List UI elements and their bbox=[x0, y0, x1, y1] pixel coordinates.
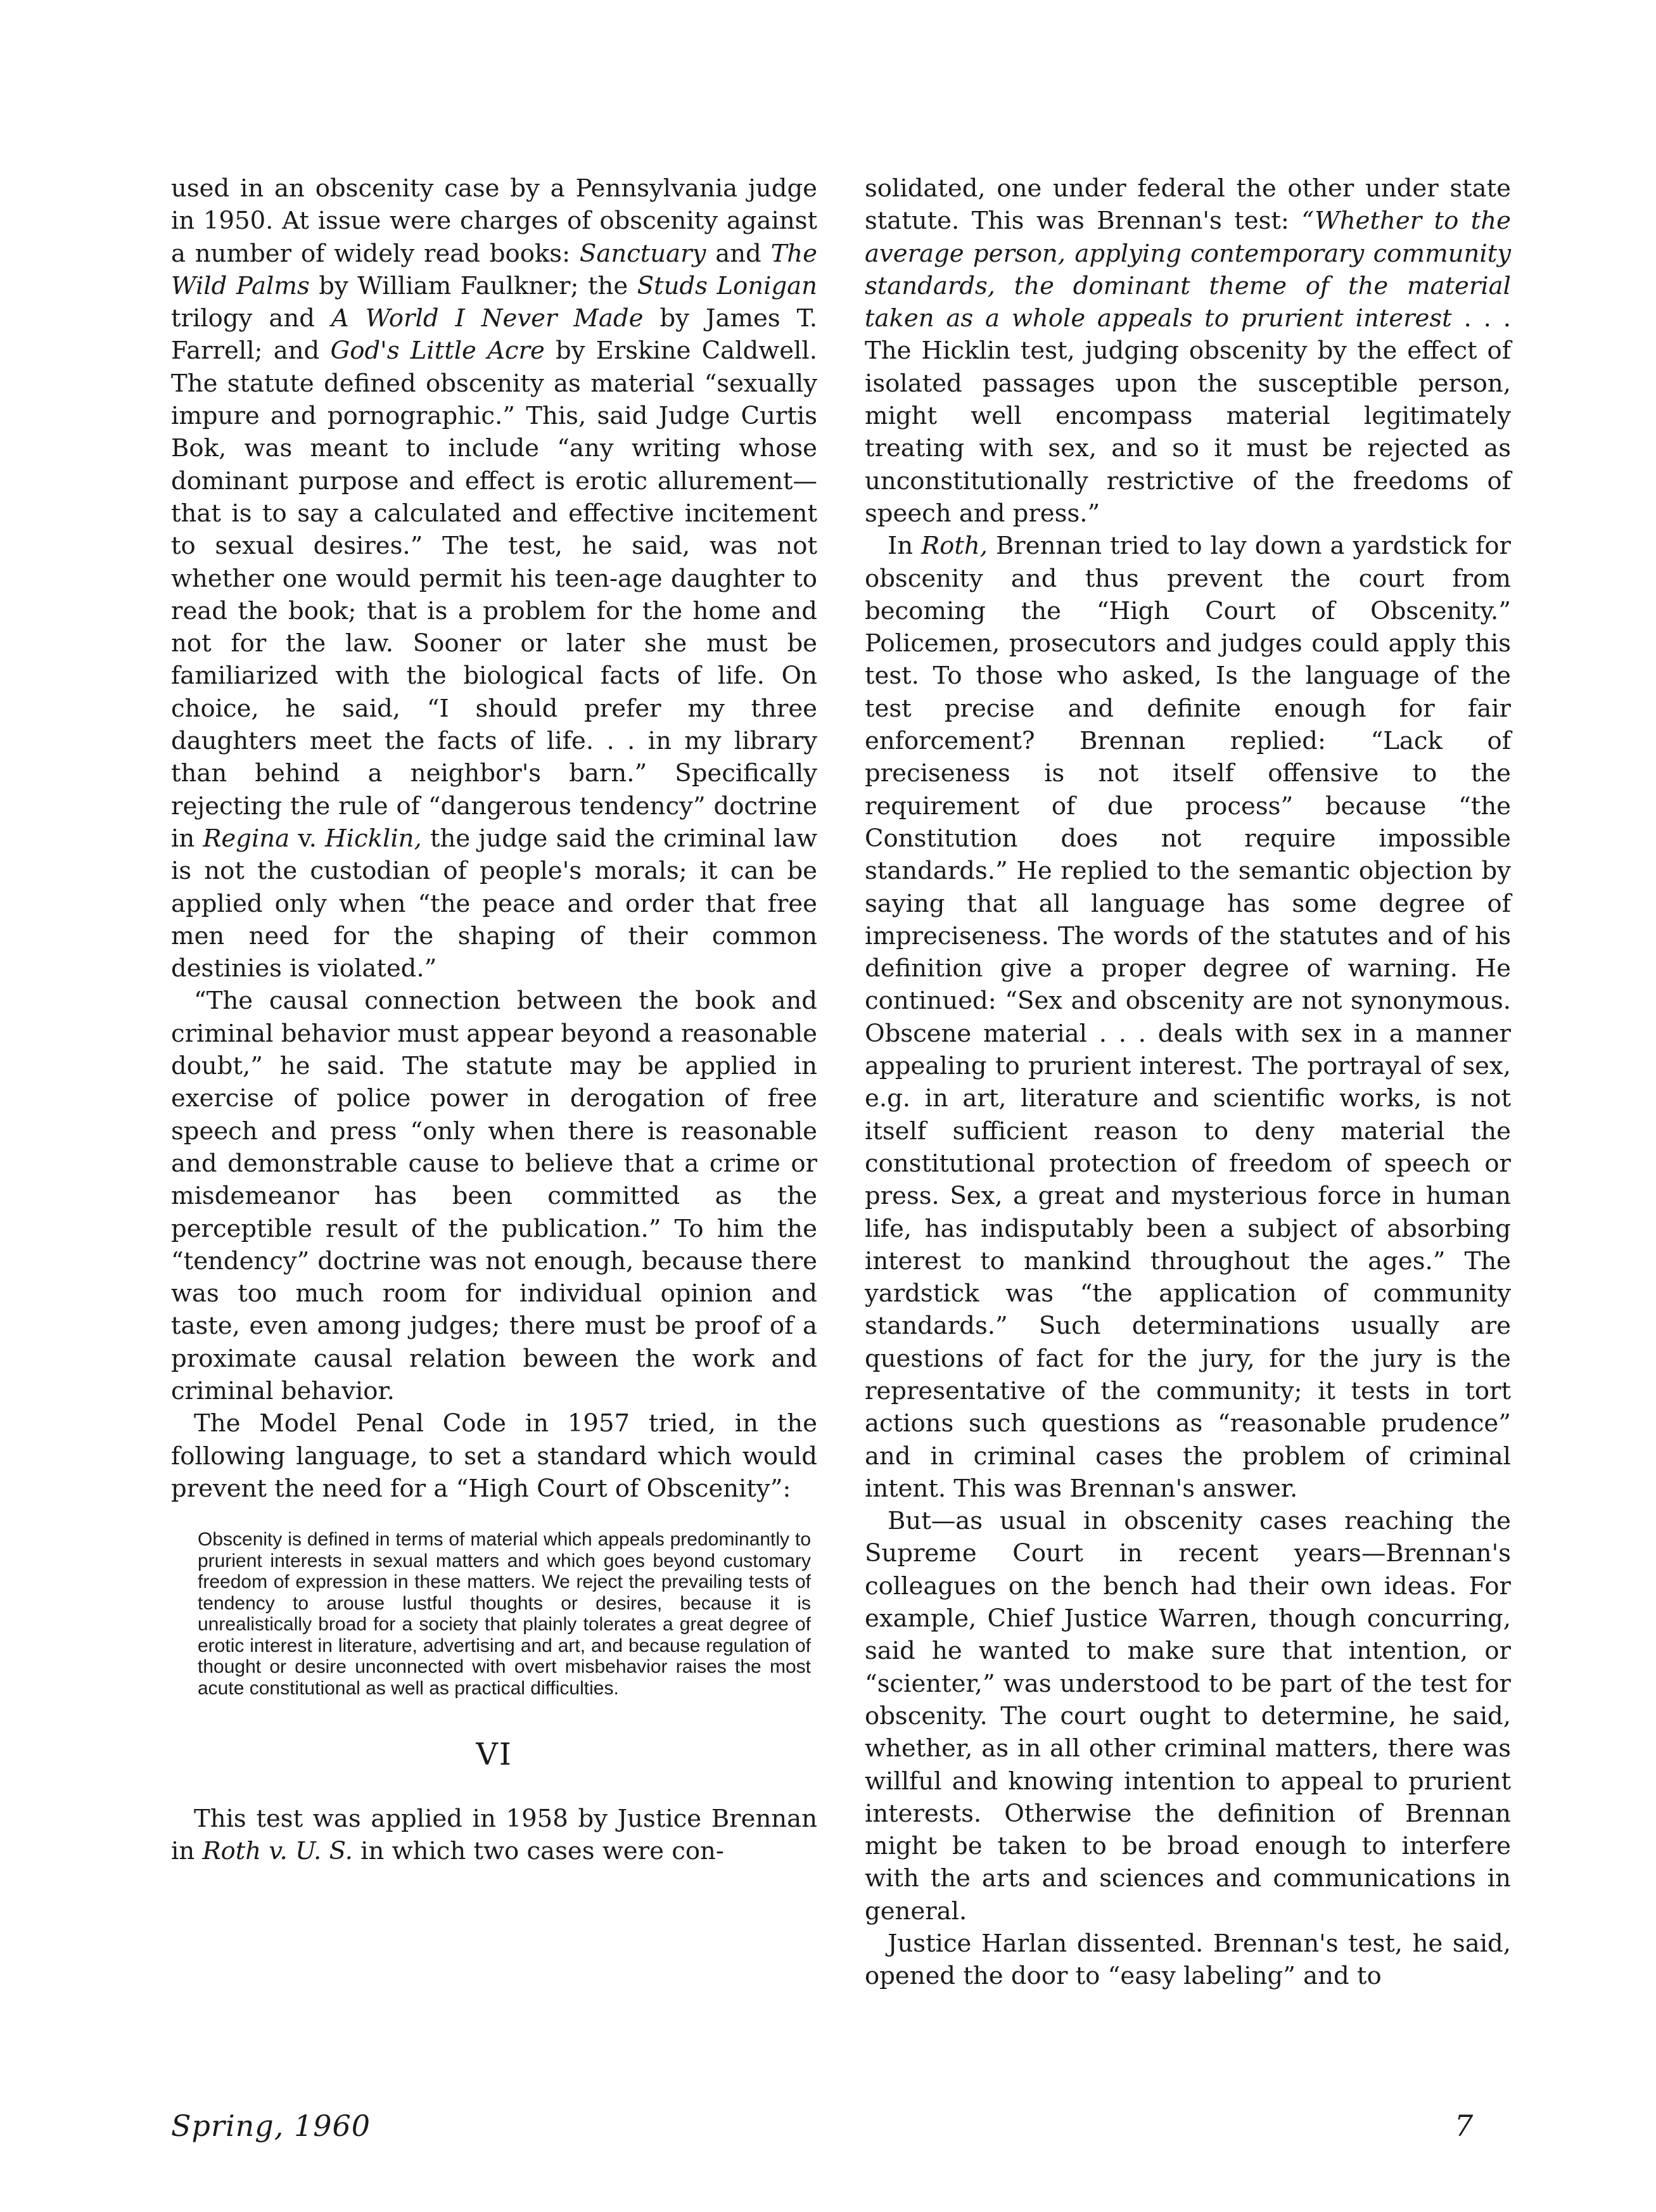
text-run: used in an obscenity case by a Pennsylvania judge in 1950. At issue were charges of obscenity against a number of widely read books: bbox=[171, 174, 817, 268]
left-paragraph-4 bbox=[171, 1803, 817, 1868]
text-run: But—as usual in obscenity cases reaching the Supreme Court in recent years—Brennan's colleagues on the bench had their own ideas. For example, Chief Justice Warren, though concurring, said he wanted to make sure that intention, or “scienter,” was understood to be part of the test for obscenity. The court ought to determine, he said, whether, as in all other criminal matters, there was willful and knowing intention to appeal to prurient interests. Otherwise the definition of Brennan might be taken to be broad enough to interfere with the arts and sciences and communications in general. bbox=[865, 1507, 1511, 1926]
left-column bbox=[171, 172, 817, 1868]
text-run: v. bbox=[290, 824, 326, 853]
text-run: by William Faulkner; the bbox=[309, 271, 637, 300]
left-paragraph-3 bbox=[171, 1407, 817, 1505]
section-heading: VI bbox=[476, 1737, 513, 1773]
text-run: In bbox=[888, 532, 922, 561]
text-run: “The causal connection between the book and criminal behavior must appear beyond a reasonable doubt,” he said. The statute may be applied in exercise of police power in derogation of free speech and press “only when there is reasonable and demonstrable cause to believe that a crime or misdemeanor has been committed as the perceptible result of the publication.” To him the “tendency” doctrine was not enough, because there was too much room for individual opinion and taste, even among judges; there must be proof of a proximate causal relation beween the work and criminal behavior. bbox=[171, 987, 817, 1405]
page-number: 7 bbox=[1455, 2109, 1474, 2143]
footer-issue-date: Spring, 1960 bbox=[171, 2109, 371, 2143]
text-run: and bbox=[706, 239, 771, 268]
italic-text-run: Sanctuary bbox=[579, 239, 706, 268]
text-run: The Model Penal Code in 1957 tried, in the following language, to set a standard which would prevent the need for a “High Court of Obscenity”: bbox=[171, 1409, 817, 1503]
left-paragraph-2 bbox=[171, 985, 817, 1407]
model-penal-code-quote: Obscenity is defined in terms of material which appeals predominantly to prurient interests in sexual matters and which goes beyond customary freedom of expression in these matters. We reject the prevailing tests of tendency to arouse lustful thoughts or desires, because it is unrealistically broad for a society that plainly tolerates a great degree of erotic interest in literature, advertising and art, and because regulation of thought or desire unconnected with overt misbehavior raises the most acute constitutional as well as practical difficulties. bbox=[198, 1529, 811, 1699]
text-run: trilogy and bbox=[171, 304, 331, 333]
right-paragraph-4 bbox=[865, 1928, 1511, 1993]
italic-text-run: God's Little Acre bbox=[330, 336, 545, 366]
text-run: the judge said the criminal law is not the custodian of people's morals; it can be applied only when “the peace and order that free men need for the shaping of their common destinies is violated.” bbox=[171, 824, 817, 983]
text-run: by Erskine Caldwell. The statute defined obscenity as material “sexually impure and pornographic.” This, said Judge Curtis Bok, was meant to include “any writing whose dominant purpose and effect is erotic allurement—that is to say a calculated and effective incitement to sexual desires.” The test, he said, was not whether one would permit his teen-age daughter to read the book; that is a problem for the home and not for the law. Sooner or later she must be familiarized with the biological facts of life. On choice, he said, “I should prefer my three daughters meet the facts of life. . . in my library than behind a neighbor's barn.” Specifically rejecting the rule of “dangerous tendency” doctrine in bbox=[171, 336, 817, 853]
italic-text-run: Studs Lonigan bbox=[637, 271, 817, 300]
text-run: Brennan tried to lay down a yardstick for obscenity and thus prevent the court from becoming the “High Court of Obscenity.” Policemen, prosecutors and judges could apply this test. To those who asked, Is the language of the test precise and definite enough for fair enforcement? Brennan replied: “Lack of preciseness is not itself offensive to the requirement of due process” because “the Constitution does not require impossible standards.” He replied to the semantic objection by saying that all language has some degree of impreciseness. The words of the statutes and of his definition give a proper degree of warning. He continued: “Sex and obscenity are not synonymous. Obscene material . . . deals with sex in a manner appealing to prurient interest. The portrayal of sex, e.g. in art, literature and scientific works, is not itself sufficient reason to deny material the constitutional protection of freedom of speech or press. Sex, a great and mysterious force in human life, has indisputably been a subject of absorbing interest to mankind throughout the ages.” The yardstick was “the application of community standards.” Such determinations usually are questions of fact for the jury, for the jury is the representative of the community; it tests in tort actions such questions as “reasonable prudence” and in criminal cases the problem of criminal intent. This was Brennan's answer. bbox=[865, 532, 1511, 1503]
text-run: by James T. Farrell; and bbox=[171, 304, 817, 366]
left-paragraph-1 bbox=[171, 172, 817, 985]
text-run: This test was applied in 1958 by Justice Brennan in bbox=[171, 1805, 817, 1866]
right-paragraph-1 bbox=[865, 172, 1511, 530]
italic-text-run: Roth, bbox=[921, 532, 988, 561]
text-run: Justice Harlan dissented. Brennan's test, he said, opened the door to “easy labeling” and to bbox=[865, 1929, 1511, 1991]
right-paragraph-3 bbox=[865, 1505, 1511, 1928]
italic-text-run: Roth v. U. S. bbox=[202, 1837, 353, 1866]
italic-text-run: Hicklin, bbox=[325, 824, 422, 853]
text-run: in which two cases were con- bbox=[352, 1837, 724, 1866]
text-run: . . . The Hicklin test, judging obscenity by the effect of isolated passages upon the susceptible person, might well encompass material legitimately treating with sex, and so it must be rejected as unconstitutionally restrictive of the freedoms of speech and press.” bbox=[865, 304, 1512, 528]
italic-text-run: Regina bbox=[203, 824, 290, 853]
text-run: solidated, one under federal the other under state statute. This was Brennan's test: bbox=[865, 174, 1511, 236]
right-column bbox=[865, 172, 1511, 1993]
italic-text-run: A World I Never Made bbox=[331, 304, 644, 333]
italic-text-run: The Wild Palms bbox=[171, 239, 817, 300]
italic-text-run: “Whether to the average person, applying contemporary community standards, the dominant theme of the material taken as a whole appeals to prurient interest bbox=[865, 207, 1511, 333]
right-paragraph-2 bbox=[865, 530, 1511, 1505]
